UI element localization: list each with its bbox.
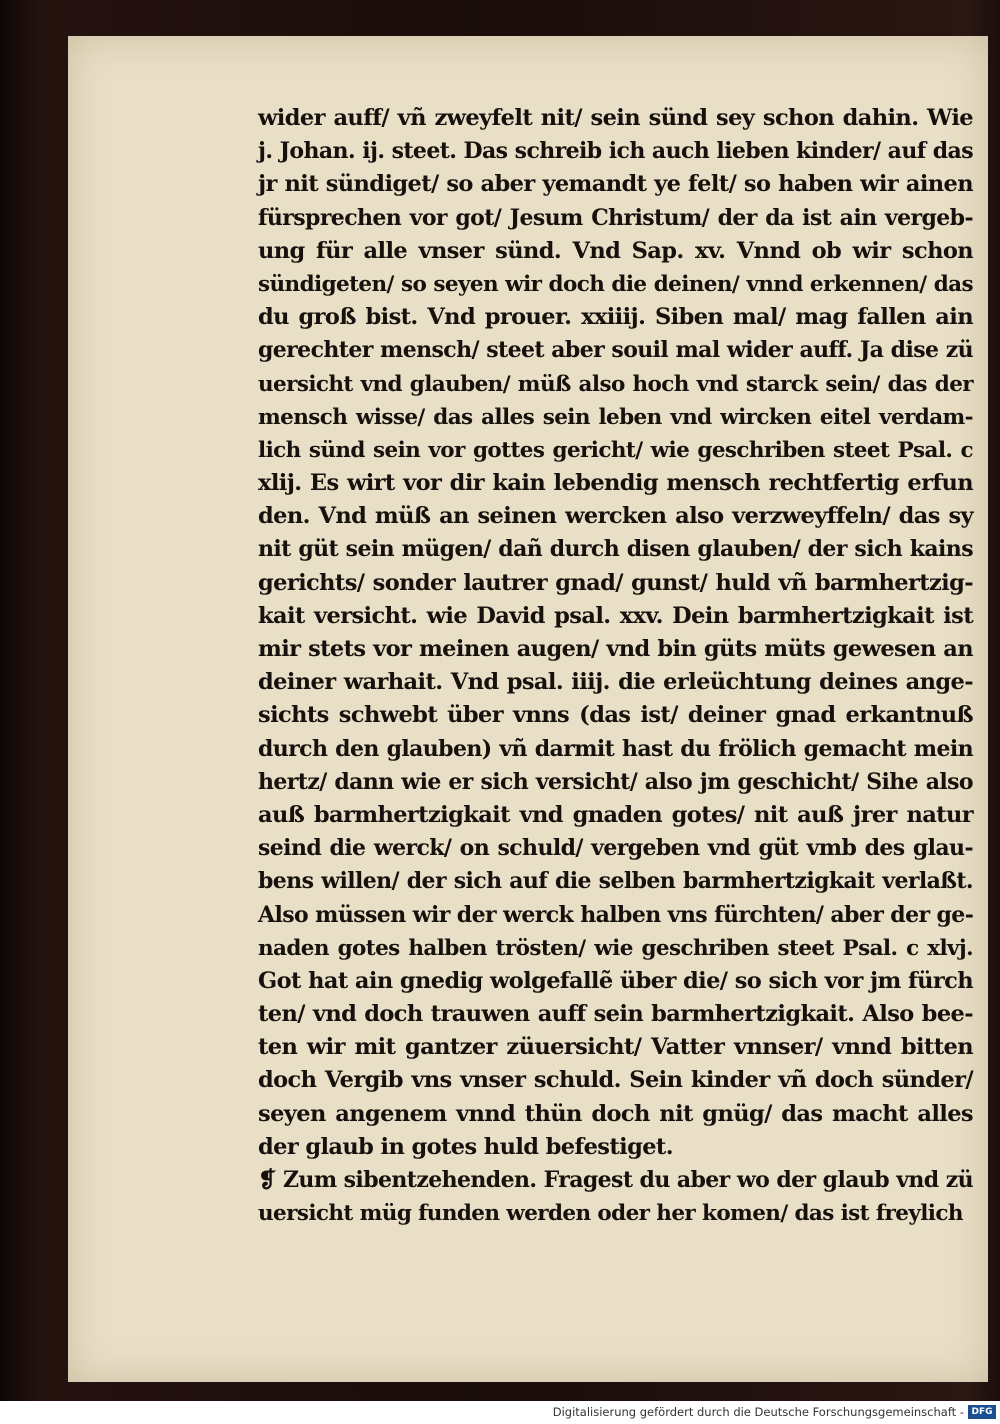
- text-line: mir stets vor meinen augen/ vnd bin güts müts gewesen an: [258, 636, 973, 662]
- text-line: doch Vergib vns vnser schuld. Sein kinder vñ doch sünder/: [258, 1067, 973, 1094]
- text-line: lich sünd sein vor gottes gericht/ wie geschriben steet Psal. c: [258, 437, 973, 463]
- text-line: mensch wisse/ das alles sein leben vnd wircken eitel verdam-: [258, 404, 973, 430]
- text-line: deiner warhait. Vnd psal. iiij. die erleüchtung deines ange-: [258, 669, 973, 696]
- text-line: bens willen/ der sich auf die selben barmhertzigkait verlaßt.: [258, 868, 973, 895]
- funding-footer: [0, 1401, 1000, 1424]
- text-line: seind die werck/ on schuld/ vergeben vnd güt vmb des glau-: [258, 835, 973, 862]
- text-line: ten wir mit gantzer züuersicht/ Vatter vnnser/ vnnd bitten: [258, 1034, 973, 1061]
- text-line: nit güt sein mügen/ dañ durch disen glauben/ der sich kains: [258, 536, 973, 563]
- text-line: ❡ Zum sibentzehenden. Fragest du aber wo der glaub vnd zü: [258, 1167, 973, 1193]
- text-line: Also müssen wir der werck halben vns fürchten/ aber der ge-: [258, 901, 974, 928]
- text-line: hertz/ dann wie er sich versicht/ also jm geschicht/ Sihe also: [258, 768, 973, 795]
- text-line: gerechter mensch/ steet aber souil mal wider auff. Ja dise zü: [258, 337, 973, 364]
- text-line: auß barmhertzigkait vnd gnaden gotes/ nit auß jrer natur: [258, 801, 973, 828]
- text-line: sündigeten/ so seyen wir doch die deinen/ vnnd erkennen/ das: [258, 271, 973, 297]
- text-line: den. Vnd müß an seinen wercken also verzweyffeln/ das sy: [258, 503, 973, 530]
- dfg-logo-icon: DFG: [968, 1405, 996, 1419]
- text-line: ung für alle vnser sünd. Vnd Sap. xv. Vnnd ob wir schon: [258, 237, 973, 264]
- text-line: xlij. Es wirt vor dir kain lebendig mensch rechtfertig erfun: [258, 470, 973, 497]
- text-line: j. Johan. ij. steet. Das schreib ich auch lieben kinder/ auf das: [258, 138, 973, 165]
- text-line: wider auff/ vñ zweyfelt nit/ sein sünd sey schon dahin. Wie: [258, 105, 973, 131]
- text-line: naden gotes halben trösten/ wie geschriben steet Psal. c xlvj.: [258, 935, 973, 961]
- text-line: du groß bist. Vnd prouer. xxiiij. Siben mal/ mag fallen ain: [258, 304, 973, 331]
- text-line: uersicht vnd glauben/ müß also hoch vnd starck sein/ das der: [258, 371, 973, 397]
- text-line: gerichts/ sonder lautrer gnad/ gunst/ huld vñ barmhertzig-: [258, 569, 973, 596]
- text-line: uersicht müg funden werden oder her komen/ das ist freylich: [258, 1201, 963, 1227]
- text-line: seyen angenem vnnd thün doch nit gnüg/ das macht alles: [258, 1100, 973, 1127]
- text-line: Got hat ain gnedig wolgefallẽ über die/ so sich vor jm fürch: [258, 967, 973, 994]
- text-line: durch den glauben) vñ darmit hast du frölich gemacht mein: [258, 735, 973, 762]
- page-text-block: [258, 102, 973, 1230]
- text-line: jr nit sündiget/ so aber yemandt ye felt/ so haben wir ainen: [258, 171, 973, 198]
- funding-notice: Digitalisierung gefördert durch die Deutsche Forschungsgemeinschaft -: [552, 1405, 964, 1419]
- book-page: [68, 36, 988, 1382]
- text-line: ten/ vnd doch trauwen auff sein barmhertzigkait. Also bee-: [258, 1001, 973, 1028]
- text-line: sichts schwebt über vnns (das ist/ deiner gnad erkantnuß: [258, 702, 973, 729]
- text-line: fürsprechen vor got/ Jesum Christum/ der da ist ain vergeb-: [258, 204, 973, 231]
- text-line: der glaub in gotes huld befestiget.: [258, 1133, 673, 1160]
- text-line: kait versicht. wie David psal. xxv. Dein barmhertzigkait ist: [258, 602, 973, 629]
